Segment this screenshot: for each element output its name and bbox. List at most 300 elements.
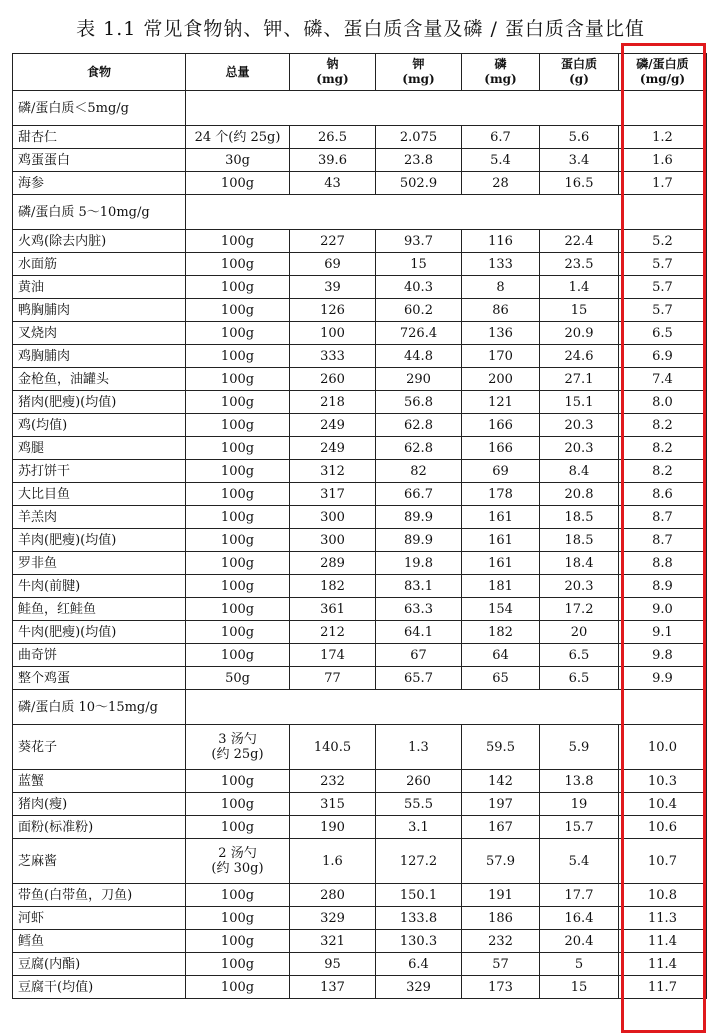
potassium-cell: 56.8	[376, 391, 462, 414]
amount-cell: 100g	[186, 644, 290, 667]
potassium-cell: 62.8	[376, 414, 462, 437]
table-row	[13, 345, 707, 368]
protein-cell: 20.9	[540, 322, 619, 345]
phosphorus-cell: 191	[462, 884, 540, 907]
table-row	[13, 598, 707, 621]
phosphorus-cell: 5.4	[462, 149, 540, 172]
protein-cell: 20.3	[540, 437, 619, 460]
table-row	[13, 529, 707, 552]
sodium-cell: 126	[290, 299, 376, 322]
phosphorus-cell: 200	[462, 368, 540, 391]
food-name-cell: 叉烧肉	[13, 322, 186, 345]
food-name-cell: 芝麻酱	[13, 839, 186, 884]
table-row	[13, 953, 707, 976]
amount-cell: 100g	[186, 575, 290, 598]
food-name-cell: 黄油	[13, 276, 186, 299]
potassium-cell: 6.4	[376, 953, 462, 976]
ratio-cell: 10.3	[619, 770, 707, 793]
ratio-cell: 8.8	[619, 552, 707, 575]
phosphorus-cell: 57.9	[462, 839, 540, 884]
amount-cell: 100g	[186, 598, 290, 621]
sodium-cell: 260	[290, 368, 376, 391]
potassium-cell: 67	[376, 644, 462, 667]
amount-cell: 100g	[186, 230, 290, 253]
table-row	[13, 725, 707, 770]
amount-cell: 100g	[186, 460, 290, 483]
phosphorus-cell: 161	[462, 529, 540, 552]
section-empty-cell	[540, 690, 619, 725]
ratio-cell: 1.2	[619, 126, 707, 149]
ratio-cell: 9.1	[619, 621, 707, 644]
phosphorus-cell: 186	[462, 907, 540, 930]
phosphorus-cell: 161	[462, 552, 540, 575]
sodium-cell: 249	[290, 414, 376, 437]
potassium-cell: 329	[376, 976, 462, 999]
phosphorus-cell: 116	[462, 230, 540, 253]
phosphorus-cell: 57	[462, 953, 540, 976]
table-row	[13, 816, 707, 839]
amount-cell: 100g	[186, 368, 290, 391]
amount-cell: 100g	[186, 793, 290, 816]
food-name-cell: 水面筋	[13, 253, 186, 276]
amount-cell	[186, 839, 290, 884]
phosphorus-cell: 121	[462, 391, 540, 414]
sodium-cell: 333	[290, 345, 376, 368]
phosphorus-cell: 133	[462, 253, 540, 276]
amount-cell: 100g	[186, 884, 290, 907]
potassium-cell: 63.3	[376, 598, 462, 621]
protein-cell: 5.9	[540, 725, 619, 770]
amount-cell: 100g	[186, 770, 290, 793]
table-row	[13, 667, 707, 690]
header-ratio: 磷/蛋白质 (mg/g)	[619, 54, 707, 91]
food-name-cell: 豆腐(内酯)	[13, 953, 186, 976]
phosphorus-cell: 86	[462, 299, 540, 322]
sodium-cell: 361	[290, 598, 376, 621]
amount-cell: 100g	[186, 322, 290, 345]
amount-cell: 100g	[186, 253, 290, 276]
section-row	[13, 690, 707, 725]
phosphorus-cell: 167	[462, 816, 540, 839]
phosphorus-cell: 8	[462, 276, 540, 299]
sodium-cell: 212	[290, 621, 376, 644]
nutrition-table	[12, 53, 707, 999]
protein-cell: 20.4	[540, 930, 619, 953]
phosphorus-cell: 173	[462, 976, 540, 999]
table-row	[13, 172, 707, 195]
potassium-cell: 133.8	[376, 907, 462, 930]
amount-line-1: 3 汤勺	[218, 732, 257, 747]
section-empty-cell	[186, 690, 290, 725]
food-name-cell: 羊肉(肥瘦)(均值)	[13, 529, 186, 552]
phosphorus-cell: 181	[462, 575, 540, 598]
ratio-cell: 9.8	[619, 644, 707, 667]
phosphorus-cell: 28	[462, 172, 540, 195]
potassium-cell: 290	[376, 368, 462, 391]
protein-cell: 8.4	[540, 460, 619, 483]
ratio-cell: 11.7	[619, 976, 707, 999]
ratio-cell: 6.9	[619, 345, 707, 368]
header-phosphorus: 磷 (mg)	[462, 54, 540, 91]
table-row	[13, 437, 707, 460]
table-row	[13, 575, 707, 598]
header-potassium: 钾 (mg)	[376, 54, 462, 91]
table-row	[13, 483, 707, 506]
phosphorus-cell: 69	[462, 460, 540, 483]
potassium-cell: 60.2	[376, 299, 462, 322]
ratio-cell: 5.2	[619, 230, 707, 253]
amount-cell: 100g	[186, 552, 290, 575]
sodium-cell: 218	[290, 391, 376, 414]
potassium-cell: 40.3	[376, 276, 462, 299]
amount-cell: 100g	[186, 414, 290, 437]
food-name-cell: 牛肉(肥瘦)(均值)	[13, 621, 186, 644]
ratio-cell: 5.7	[619, 299, 707, 322]
table-row	[13, 126, 707, 149]
ratio-cell: 10.8	[619, 884, 707, 907]
section-empty-cell	[186, 91, 290, 126]
protein-cell: 17.7	[540, 884, 619, 907]
sodium-cell: 1.6	[290, 839, 376, 884]
food-name-cell: 鸡蛋蛋白	[13, 149, 186, 172]
sodium-cell: 312	[290, 460, 376, 483]
food-name-cell: 鸭胸脯肉	[13, 299, 186, 322]
section-row	[13, 91, 707, 126]
phosphorus-cell: 170	[462, 345, 540, 368]
food-name-cell: 面粉(标准粉)	[13, 816, 186, 839]
section-empty-cell	[290, 195, 376, 230]
section-empty-cell	[186, 195, 290, 230]
ratio-cell: 5.7	[619, 253, 707, 276]
protein-cell: 20.3	[540, 414, 619, 437]
ratio-cell: 11.4	[619, 953, 707, 976]
protein-cell: 15.7	[540, 816, 619, 839]
potassium-cell: 260	[376, 770, 462, 793]
table-row	[13, 149, 707, 172]
protein-cell: 16.4	[540, 907, 619, 930]
protein-cell: 22.4	[540, 230, 619, 253]
amount-cell: 100g	[186, 621, 290, 644]
food-name-cell: 甜杏仁	[13, 126, 186, 149]
ratio-cell: 9.0	[619, 598, 707, 621]
amount-cell: 50g	[186, 667, 290, 690]
phosphorus-cell: 59.5	[462, 725, 540, 770]
food-name-cell: 整个鸡蛋	[13, 667, 186, 690]
header-sodium: 钠 (mg)	[290, 54, 376, 91]
protein-cell: 5.6	[540, 126, 619, 149]
potassium-cell: 127.2	[376, 839, 462, 884]
section-empty-cell	[619, 195, 707, 230]
table-row	[13, 299, 707, 322]
amount-cell: 100g	[186, 437, 290, 460]
phosphorus-cell: 6.7	[462, 126, 540, 149]
sodium-cell: 43	[290, 172, 376, 195]
amount-cell: 100g	[186, 483, 290, 506]
potassium-cell: 1.3	[376, 725, 462, 770]
protein-cell: 23.5	[540, 253, 619, 276]
sodium-cell: 39	[290, 276, 376, 299]
sodium-cell: 182	[290, 575, 376, 598]
sodium-cell: 140.5	[290, 725, 376, 770]
potassium-cell: 66.7	[376, 483, 462, 506]
table-row	[13, 793, 707, 816]
amount-cell: 100g	[186, 506, 290, 529]
amount-cell: 100g	[186, 816, 290, 839]
sodium-cell: 227	[290, 230, 376, 253]
table-row	[13, 368, 707, 391]
protein-cell: 15	[540, 976, 619, 999]
protein-cell: 6.5	[540, 644, 619, 667]
potassium-cell: 19.8	[376, 552, 462, 575]
sodium-cell: 232	[290, 770, 376, 793]
sodium-cell: 300	[290, 529, 376, 552]
ratio-cell: 8.7	[619, 506, 707, 529]
ratio-cell: 8.6	[619, 483, 707, 506]
food-name-cell: 猪肉(瘦)	[13, 793, 186, 816]
potassium-cell: 93.7	[376, 230, 462, 253]
protein-cell: 20	[540, 621, 619, 644]
section-empty-cell	[619, 91, 707, 126]
section-empty-cell	[462, 690, 540, 725]
ratio-cell: 6.5	[619, 322, 707, 345]
phosphorus-cell: 178	[462, 483, 540, 506]
sodium-cell: 321	[290, 930, 376, 953]
sodium-cell: 315	[290, 793, 376, 816]
sodium-cell: 174	[290, 644, 376, 667]
protein-cell: 24.6	[540, 345, 619, 368]
phosphorus-cell: 154	[462, 598, 540, 621]
food-name-cell: 带鱼(白带鱼，刀鱼)	[13, 884, 186, 907]
phosphorus-cell: 182	[462, 621, 540, 644]
phosphorus-cell: 65	[462, 667, 540, 690]
section-label: 磷/蛋白质 10～15mg/g	[13, 690, 186, 725]
amount-cell: 100g	[186, 391, 290, 414]
section-row	[13, 195, 707, 230]
potassium-cell: 89.9	[376, 506, 462, 529]
section-empty-cell	[619, 690, 707, 725]
phosphorus-cell: 232	[462, 930, 540, 953]
food-name-cell: 罗非鱼	[13, 552, 186, 575]
section-label: 磷/蛋白质＜5mg/g	[13, 91, 186, 126]
phosphorus-cell: 166	[462, 437, 540, 460]
ratio-cell: 9.9	[619, 667, 707, 690]
section-empty-cell	[462, 91, 540, 126]
sodium-cell: 69	[290, 253, 376, 276]
table-row	[13, 907, 707, 930]
protein-cell: 20.3	[540, 575, 619, 598]
protein-cell: 16.5	[540, 172, 619, 195]
table-body	[13, 91, 707, 999]
food-name-cell: 火鸡(除去内脏)	[13, 230, 186, 253]
potassium-cell: 62.8	[376, 437, 462, 460]
potassium-cell: 2.075	[376, 126, 462, 149]
amount-cell: 100g	[186, 930, 290, 953]
protein-cell: 15.1	[540, 391, 619, 414]
food-name-cell: 蓝蟹	[13, 770, 186, 793]
table-row	[13, 930, 707, 953]
ratio-cell: 1.7	[619, 172, 707, 195]
sodium-cell: 289	[290, 552, 376, 575]
protein-cell: 17.2	[540, 598, 619, 621]
potassium-cell: 15	[376, 253, 462, 276]
header-food: 食物	[13, 54, 186, 91]
ratio-cell: 8.9	[619, 575, 707, 598]
section-empty-cell	[290, 690, 376, 725]
amount-cell: 100g	[186, 172, 290, 195]
sodium-cell: 77	[290, 667, 376, 690]
sodium-cell: 137	[290, 976, 376, 999]
phosphorus-cell: 166	[462, 414, 540, 437]
header-amount: 总量	[186, 54, 290, 91]
section-empty-cell	[540, 195, 619, 230]
food-name-cell: 鳕鱼	[13, 930, 186, 953]
protein-cell: 20.8	[540, 483, 619, 506]
food-name-cell: 河虾	[13, 907, 186, 930]
ratio-cell: 8.2	[619, 437, 707, 460]
section-empty-cell	[376, 195, 462, 230]
sodium-cell: 95	[290, 953, 376, 976]
ratio-cell: 10.0	[619, 725, 707, 770]
section-empty-cell	[540, 91, 619, 126]
table-row	[13, 506, 707, 529]
sodium-cell: 280	[290, 884, 376, 907]
protein-cell: 5.4	[540, 839, 619, 884]
food-name-cell: 鲑鱼，红鲑鱼	[13, 598, 186, 621]
amount-line-2: (约 30g)	[211, 861, 264, 876]
potassium-cell: 726.4	[376, 322, 462, 345]
potassium-cell: 130.3	[376, 930, 462, 953]
table-title: 表 1.1 常见食物钠、钾、磷、蛋白质含量及磷 / 蛋白质含量比值	[76, 18, 645, 40]
section-empty-cell	[290, 91, 376, 126]
sodium-cell: 300	[290, 506, 376, 529]
potassium-cell: 89.9	[376, 529, 462, 552]
ratio-cell: 7.4	[619, 368, 707, 391]
amount-cell	[186, 725, 290, 770]
table-row	[13, 276, 707, 299]
amount-cell: 100g	[186, 907, 290, 930]
food-name-cell: 大比目鱼	[13, 483, 186, 506]
amount-cell: 100g	[186, 529, 290, 552]
protein-cell: 1.4	[540, 276, 619, 299]
ratio-cell: 10.7	[619, 839, 707, 884]
section-empty-cell	[376, 91, 462, 126]
table-row	[13, 839, 707, 884]
food-name-cell: 曲奇饼	[13, 644, 186, 667]
food-name-cell: 海参	[13, 172, 186, 195]
food-name-cell: 豆腐干(均值)	[13, 976, 186, 999]
sodium-cell: 39.6	[290, 149, 376, 172]
ratio-cell: 8.7	[619, 529, 707, 552]
food-name-cell: 羊羔肉	[13, 506, 186, 529]
phosphorus-cell: 64	[462, 644, 540, 667]
potassium-cell: 3.1	[376, 816, 462, 839]
amount-cell: 100g	[186, 953, 290, 976]
table-row	[13, 770, 707, 793]
section-empty-cell	[462, 195, 540, 230]
potassium-cell: 64.1	[376, 621, 462, 644]
ratio-cell: 10.4	[619, 793, 707, 816]
amount-cell: 100g	[186, 345, 290, 368]
amount-cell: 100g	[186, 976, 290, 999]
potassium-cell: 65.7	[376, 667, 462, 690]
phosphorus-cell: 136	[462, 322, 540, 345]
potassium-cell: 150.1	[376, 884, 462, 907]
potassium-cell: 55.5	[376, 793, 462, 816]
food-name-cell: 鸡胸脯肉	[13, 345, 186, 368]
amount-cell: 100g	[186, 299, 290, 322]
header-row	[13, 54, 707, 91]
food-name-cell: 鸡腿	[13, 437, 186, 460]
section-label: 磷/蛋白质 5～10mg/g	[13, 195, 186, 230]
protein-cell: 6.5	[540, 667, 619, 690]
sodium-cell: 329	[290, 907, 376, 930]
sodium-cell: 190	[290, 816, 376, 839]
amount-line-2: (约 25g)	[211, 747, 264, 762]
potassium-cell: 83.1	[376, 575, 462, 598]
table-row	[13, 230, 707, 253]
food-name-cell: 鸡(均值)	[13, 414, 186, 437]
sodium-cell: 100	[290, 322, 376, 345]
table-row	[13, 552, 707, 575]
table-row	[13, 644, 707, 667]
header-protein: 蛋白质 (g)	[540, 54, 619, 91]
potassium-cell: 82	[376, 460, 462, 483]
protein-cell: 15	[540, 299, 619, 322]
sodium-cell: 249	[290, 437, 376, 460]
protein-cell: 13.8	[540, 770, 619, 793]
ratio-cell: 1.6	[619, 149, 707, 172]
potassium-cell: 44.8	[376, 345, 462, 368]
protein-cell: 3.4	[540, 149, 619, 172]
amount-line-1: 2 汤勺	[218, 846, 257, 861]
amount-cell: 24 个(约 25g)	[186, 126, 290, 149]
potassium-cell: 23.8	[376, 149, 462, 172]
ratio-cell: 8.2	[619, 460, 707, 483]
table-row	[13, 414, 707, 437]
section-empty-cell	[376, 690, 462, 725]
phosphorus-cell: 197	[462, 793, 540, 816]
amount-cell: 100g	[186, 276, 290, 299]
protein-cell: 18.5	[540, 529, 619, 552]
ratio-cell: 8.0	[619, 391, 707, 414]
ratio-cell: 8.2	[619, 414, 707, 437]
protein-cell: 18.4	[540, 552, 619, 575]
phosphorus-cell: 142	[462, 770, 540, 793]
food-name-cell: 牛肉(前腱)	[13, 575, 186, 598]
food-name-cell: 苏打饼干	[13, 460, 186, 483]
table-row	[13, 976, 707, 999]
table-row	[13, 621, 707, 644]
sodium-cell: 26.5	[290, 126, 376, 149]
table-row	[13, 322, 707, 345]
protein-cell: 19	[540, 793, 619, 816]
protein-cell: 27.1	[540, 368, 619, 391]
protein-cell: 5	[540, 953, 619, 976]
table-row	[13, 391, 707, 414]
potassium-cell: 502.9	[376, 172, 462, 195]
ratio-cell: 11.4	[619, 930, 707, 953]
food-name-cell: 猪肉(肥瘦)(均值)	[13, 391, 186, 414]
ratio-cell: 11.3	[619, 907, 707, 930]
table-row	[13, 884, 707, 907]
table-row	[13, 460, 707, 483]
ratio-cell: 5.7	[619, 276, 707, 299]
table-row	[13, 253, 707, 276]
sodium-cell: 317	[290, 483, 376, 506]
food-name-cell: 葵花子	[13, 725, 186, 770]
phosphorus-cell: 161	[462, 506, 540, 529]
amount-cell: 30g	[186, 149, 290, 172]
